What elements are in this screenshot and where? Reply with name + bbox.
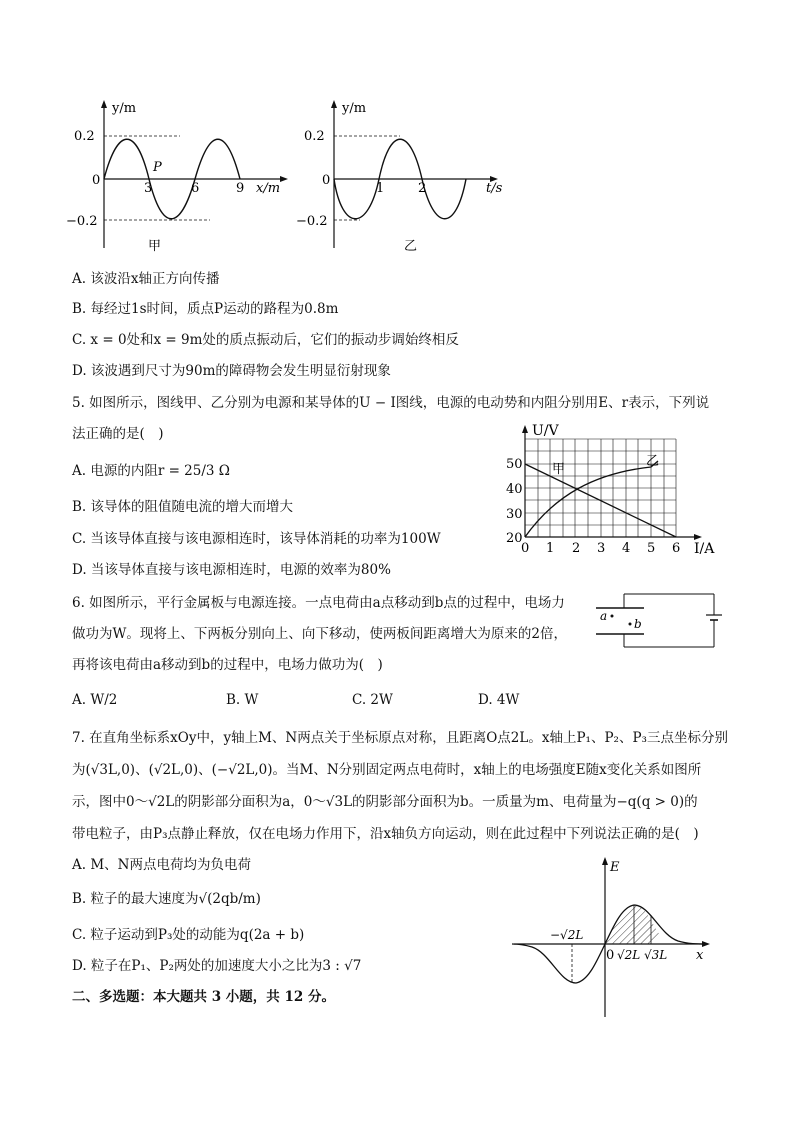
q6-stem-line2: 做功为W。现将上、下两板分别向上、向下移动，使两板间距离增大为原来的2倍， bbox=[72, 626, 567, 642]
q7-option-d: D. 粒子在P₁、P₂两处的加速度大小之比为3 : √7 bbox=[72, 958, 362, 974]
graph-a-xtick: 9 bbox=[236, 181, 245, 196]
q7-stem-line3: 示，图中0～√2L的阴影部分面积为a，0～√3L的阴影部分面积为b。一质量为m、电荷量为−q(q > 0)的 bbox=[72, 794, 698, 810]
q5-option-b: B. 该导体的阻值随电流的增大而增大 bbox=[72, 499, 294, 515]
ui-graph-xtick: 3 bbox=[597, 541, 606, 556]
ui-graph-ytick: 30 bbox=[506, 507, 523, 522]
graph-a-ylabel: y/m bbox=[112, 101, 137, 116]
q6-option-d: D. 4W bbox=[478, 692, 520, 708]
ui-graph-label-b: 乙 bbox=[646, 454, 660, 469]
graph-b-ytick: 0 bbox=[322, 173, 331, 188]
q7-option-c: C. 粒子运动到P₃处的动能为q(2a + b) bbox=[72, 927, 305, 943]
ui-graph-ytick: 40 bbox=[506, 482, 523, 497]
q7-stem-line4: 带电粒子，由P₃点静止释放，仅在电场力作用下，沿x轴负方向运动，则在此过程中下列说法正确的是( ) bbox=[72, 826, 699, 842]
q5-option-c: C. 当该导体直接与该电源相连时，该导体消耗的功率为100W bbox=[72, 531, 441, 547]
graph-b-xlabel: t/s bbox=[486, 181, 503, 196]
graph-b-caption: 乙 bbox=[404, 239, 418, 254]
section-2-heading: 二、多选题：本大题共 3 小题，共 12 分。 bbox=[72, 989, 335, 1005]
graph-a-xtick: 3 bbox=[144, 181, 153, 196]
q7-stem-line1: 7. 在直角坐标系xOy中，y轴上M、N两点关于坐标原点对称，且距离O点2L。x轴上P₁、P₂、P₃三点坐标分别 bbox=[72, 730, 728, 746]
q6-stem-line3: 再将该电荷由a移动到b的过程中，电场力做功为( ) bbox=[72, 657, 383, 673]
e-graph-xlabel: x bbox=[696, 948, 704, 963]
e-graph-ylabel: E bbox=[610, 860, 620, 875]
ui-graph bbox=[500, 425, 730, 560]
ui-graph-xlabel: I/A bbox=[694, 541, 715, 557]
graph-a-point-p: P bbox=[153, 160, 162, 175]
graph-b-ytick: 0.2 bbox=[304, 129, 325, 144]
graph-a-ytick: −0.2 bbox=[66, 214, 98, 229]
e-graph-tick-p1: √3L bbox=[644, 948, 668, 962]
q7-option-b: B. 粒子的最大速度为√(2qb/m) bbox=[72, 891, 261, 907]
e-graph-tick-p2: √2L bbox=[617, 948, 641, 962]
q7-option-a: A. M、N两点电荷均为负电荷 bbox=[72, 857, 251, 873]
ui-graph-xtick: 0 bbox=[521, 541, 530, 556]
ui-graph-xtick: 5 bbox=[647, 541, 656, 556]
q4-option-b: B. 每经过1s时间，质点P运动的路程为0.8m bbox=[72, 301, 339, 317]
graph-b-xtick: 1 bbox=[376, 181, 385, 196]
q5-option-d: D. 当该导体直接与该电源相连时，电源的效率为80% bbox=[72, 562, 391, 578]
q5-option-a: A. 电源的内阻r = 25/3 Ω bbox=[72, 463, 230, 479]
graph-a-xtick: 6 bbox=[191, 181, 200, 196]
graph-a-ytick: 0.2 bbox=[74, 129, 95, 144]
e-graph-tick-neg: −√2L bbox=[550, 928, 584, 942]
ui-graph-xtick: 2 bbox=[572, 541, 581, 556]
q6-stem-line1: 6. 如图所示，平行金属板与电源连接。一点电荷由a点移动到b点的过程中，电场力 bbox=[72, 595, 565, 611]
ui-graph-label-a: 甲 bbox=[552, 462, 566, 477]
q7-stem-line2: 为(√3L,0)、(√2L,0)、(−√2L,0)。当M、N分别固定两点电荷时，x轴上的电场强度E随x变化关系如图所 bbox=[72, 762, 702, 778]
point-b-label: b bbox=[634, 617, 642, 631]
ui-graph-xtick: 1 bbox=[546, 541, 555, 556]
q6-option-a: A. W/2 bbox=[72, 692, 118, 708]
q4-option-c: C. x = 0处和x = 9m处的质点振动后，它们的振动步调始终相反 bbox=[72, 332, 459, 348]
wave-graph-b bbox=[290, 98, 510, 258]
graph-a-ytick: 0 bbox=[92, 173, 101, 188]
q6-option-b: B. W bbox=[226, 692, 259, 708]
q5-stem-line2: 法正确的是( ) bbox=[72, 426, 164, 442]
ui-graph-ylabel: U/V bbox=[532, 423, 559, 439]
q4-option-a: A. 该波沿x轴正方向传播 bbox=[72, 271, 220, 287]
wave-graph-a bbox=[60, 98, 300, 258]
ui-graph-ytick: 50 bbox=[506, 457, 523, 472]
capacitor-circuit bbox=[592, 590, 732, 655]
graph-b-ylabel: y/m bbox=[342, 101, 367, 116]
ui-graph-ytick: 20 bbox=[506, 531, 523, 546]
q4-option-d: D. 该波遇到尺寸为90m的障碍物会发生明显衍射现象 bbox=[72, 363, 391, 379]
point-a-label: a bbox=[600, 609, 608, 623]
ui-graph-xtick: 4 bbox=[622, 541, 631, 556]
q5-stem-line1: 5. 如图所示，图线甲、乙分别为电源和某导体的U − I图线，电源的电动势和内阻分别用E、r表示，下列说 bbox=[72, 395, 710, 411]
graph-b-ytick: −0.2 bbox=[296, 214, 328, 229]
q6-option-c: C. 2W bbox=[352, 692, 393, 708]
graph-a-caption: 甲 bbox=[148, 239, 162, 254]
e-field-graph bbox=[510, 855, 720, 1020]
ui-graph-xtick: 6 bbox=[672, 541, 681, 556]
graph-a-xlabel: x/m bbox=[256, 181, 281, 196]
e-graph-origin: 0 bbox=[606, 948, 615, 963]
graph-b-xtick: 2 bbox=[418, 181, 427, 196]
